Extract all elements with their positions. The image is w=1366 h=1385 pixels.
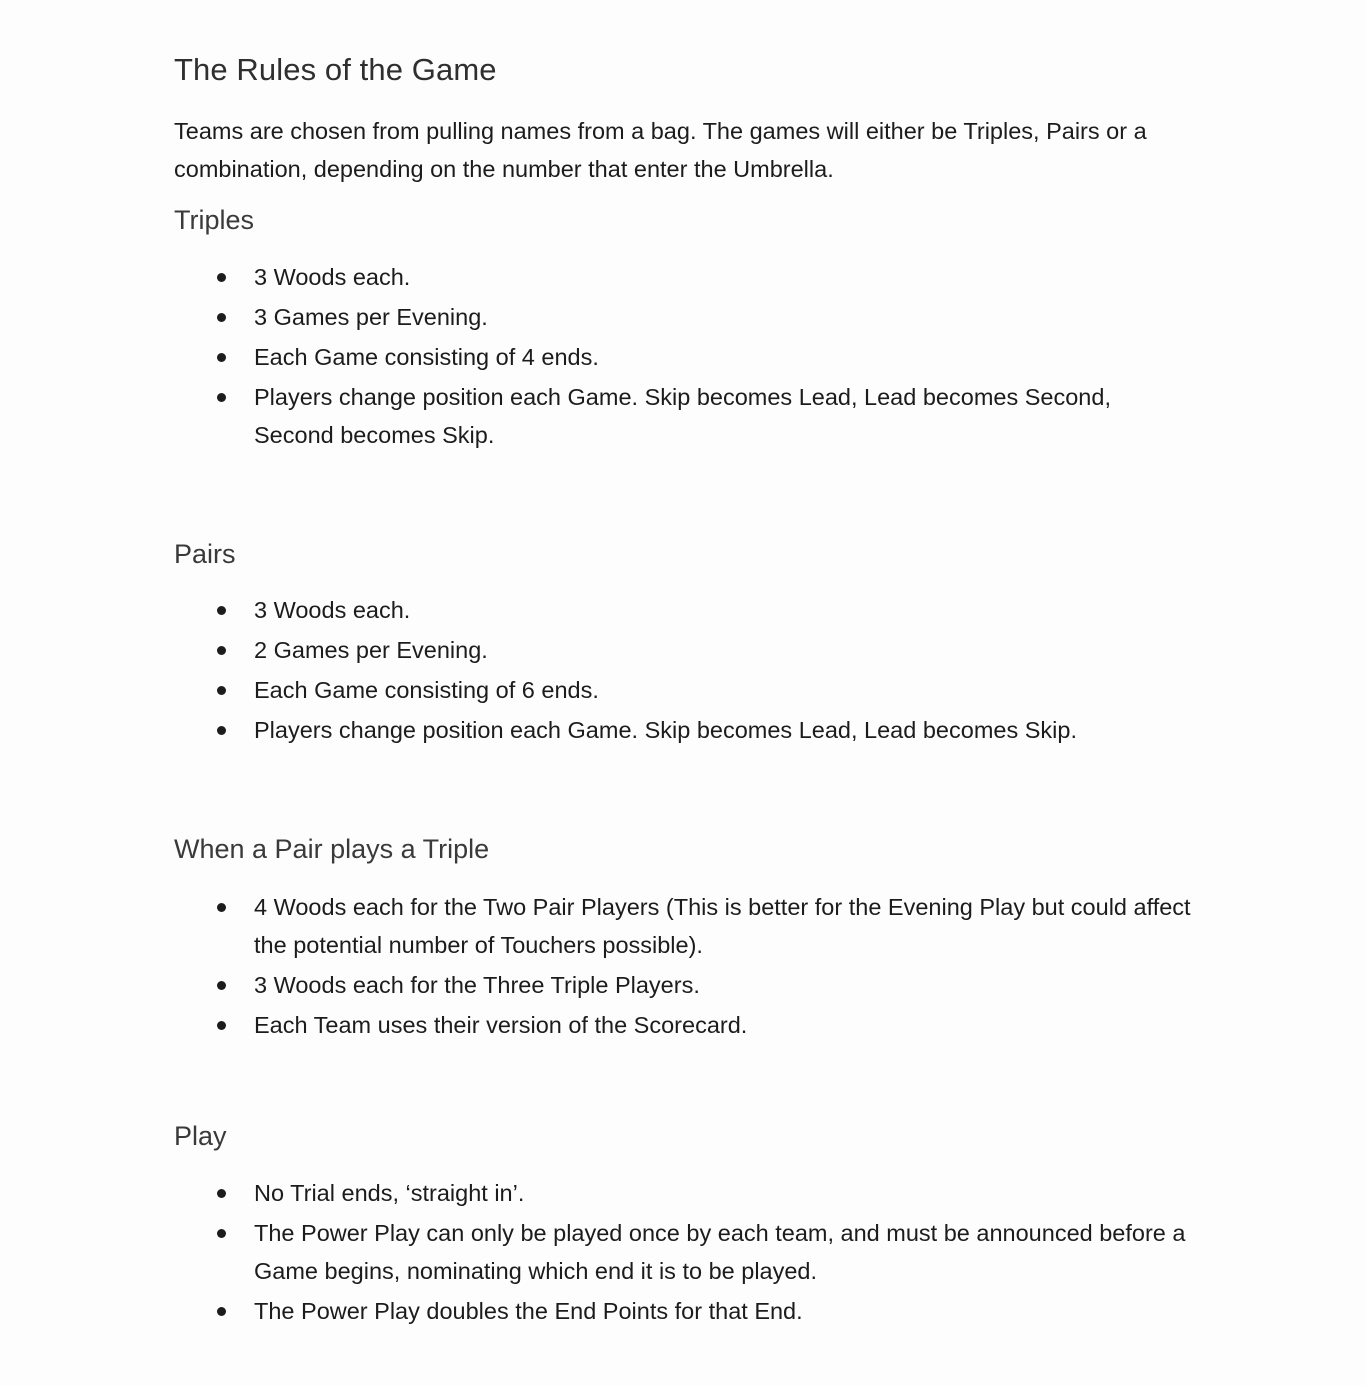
bullet-icon bbox=[217, 981, 226, 990]
list-item-text: 3 Woods each. bbox=[254, 597, 411, 623]
list-item bbox=[174, 298, 1194, 336]
list-item bbox=[174, 378, 1194, 454]
list-item bbox=[174, 258, 1194, 296]
list-item bbox=[174, 711, 1194, 749]
list-item-text: No Trial ends, ‘straight in’. bbox=[254, 1180, 525, 1206]
list-item bbox=[174, 966, 1194, 1004]
bullet-icon bbox=[217, 1021, 226, 1030]
bullet-icon bbox=[217, 646, 226, 655]
bullet-icon bbox=[217, 686, 226, 695]
play-rules-list bbox=[174, 1174, 1194, 1332]
list-item-text: Each Team uses their version of the Scorecard. bbox=[254, 1012, 748, 1038]
pair-vs-triple-rules-list bbox=[174, 888, 1194, 1046]
list-item bbox=[174, 1214, 1194, 1290]
list-item-text: 3 Woods each. bbox=[254, 264, 411, 290]
list-item-text: 3 Games per Evening. bbox=[254, 304, 488, 330]
bullet-icon bbox=[217, 1229, 226, 1238]
list-item bbox=[174, 1174, 1194, 1212]
list-item-text: 2 Games per Evening. bbox=[254, 637, 488, 663]
bullet-icon bbox=[217, 1307, 226, 1316]
list-item-text: Each Game consisting of 6 ends. bbox=[254, 677, 599, 703]
section-heading-pair-vs-triple: When a Pair plays a Triple bbox=[174, 834, 490, 864]
bullet-icon bbox=[217, 1189, 226, 1198]
bullet-icon bbox=[217, 273, 226, 282]
bullet-icon bbox=[217, 726, 226, 735]
bullet-icon bbox=[217, 313, 226, 322]
triples-rules-list bbox=[174, 258, 1194, 456]
pairs-rules-list bbox=[174, 591, 1194, 751]
list-item-text: 3 Woods each for the Three Triple Players. bbox=[254, 972, 700, 998]
intro-paragraph: Teams are chosen from pulling names from a bag. The games will either be Triples, Pairs or a combination, depending on the number that enter the Umbrella. bbox=[174, 118, 1147, 182]
list-item-text: Each Game consisting of 4 ends. bbox=[254, 344, 599, 370]
list-item bbox=[174, 338, 1194, 376]
bullet-icon bbox=[217, 353, 226, 362]
list-item-text: Players change position each Game. Skip becomes Lead, Lead becomes Skip. bbox=[254, 717, 1077, 743]
list-item bbox=[174, 1292, 1194, 1330]
section-heading-play: Play bbox=[174, 1121, 227, 1151]
bullet-icon bbox=[217, 393, 226, 402]
list-item bbox=[174, 591, 1194, 629]
bullet-icon bbox=[217, 903, 226, 912]
list-item bbox=[174, 1006, 1194, 1044]
bullet-icon bbox=[217, 606, 226, 615]
list-item bbox=[174, 671, 1194, 709]
list-item-text: The Power Play can only be played once by each team, and must be announced before a Game begins, nominating which end it is to be played. bbox=[254, 1220, 1186, 1284]
list-item bbox=[174, 631, 1194, 669]
list-item-text: 4 Woods each for the Two Pair Players (This is better for the Evening Play but could affect the potential number of Touchers possible). bbox=[254, 894, 1191, 958]
list-item-text: Players change position each Game. Skip becomes Lead, Lead becomes Second, Second becomes Skip. bbox=[254, 384, 1111, 448]
section-heading-triples: Triples bbox=[174, 205, 255, 235]
section-heading-pairs: Pairs bbox=[174, 539, 236, 569]
list-item bbox=[174, 888, 1194, 964]
list-item-text: The Power Play doubles the End Points for that End. bbox=[254, 1298, 803, 1324]
document-title: The Rules of the Game bbox=[174, 52, 497, 87]
